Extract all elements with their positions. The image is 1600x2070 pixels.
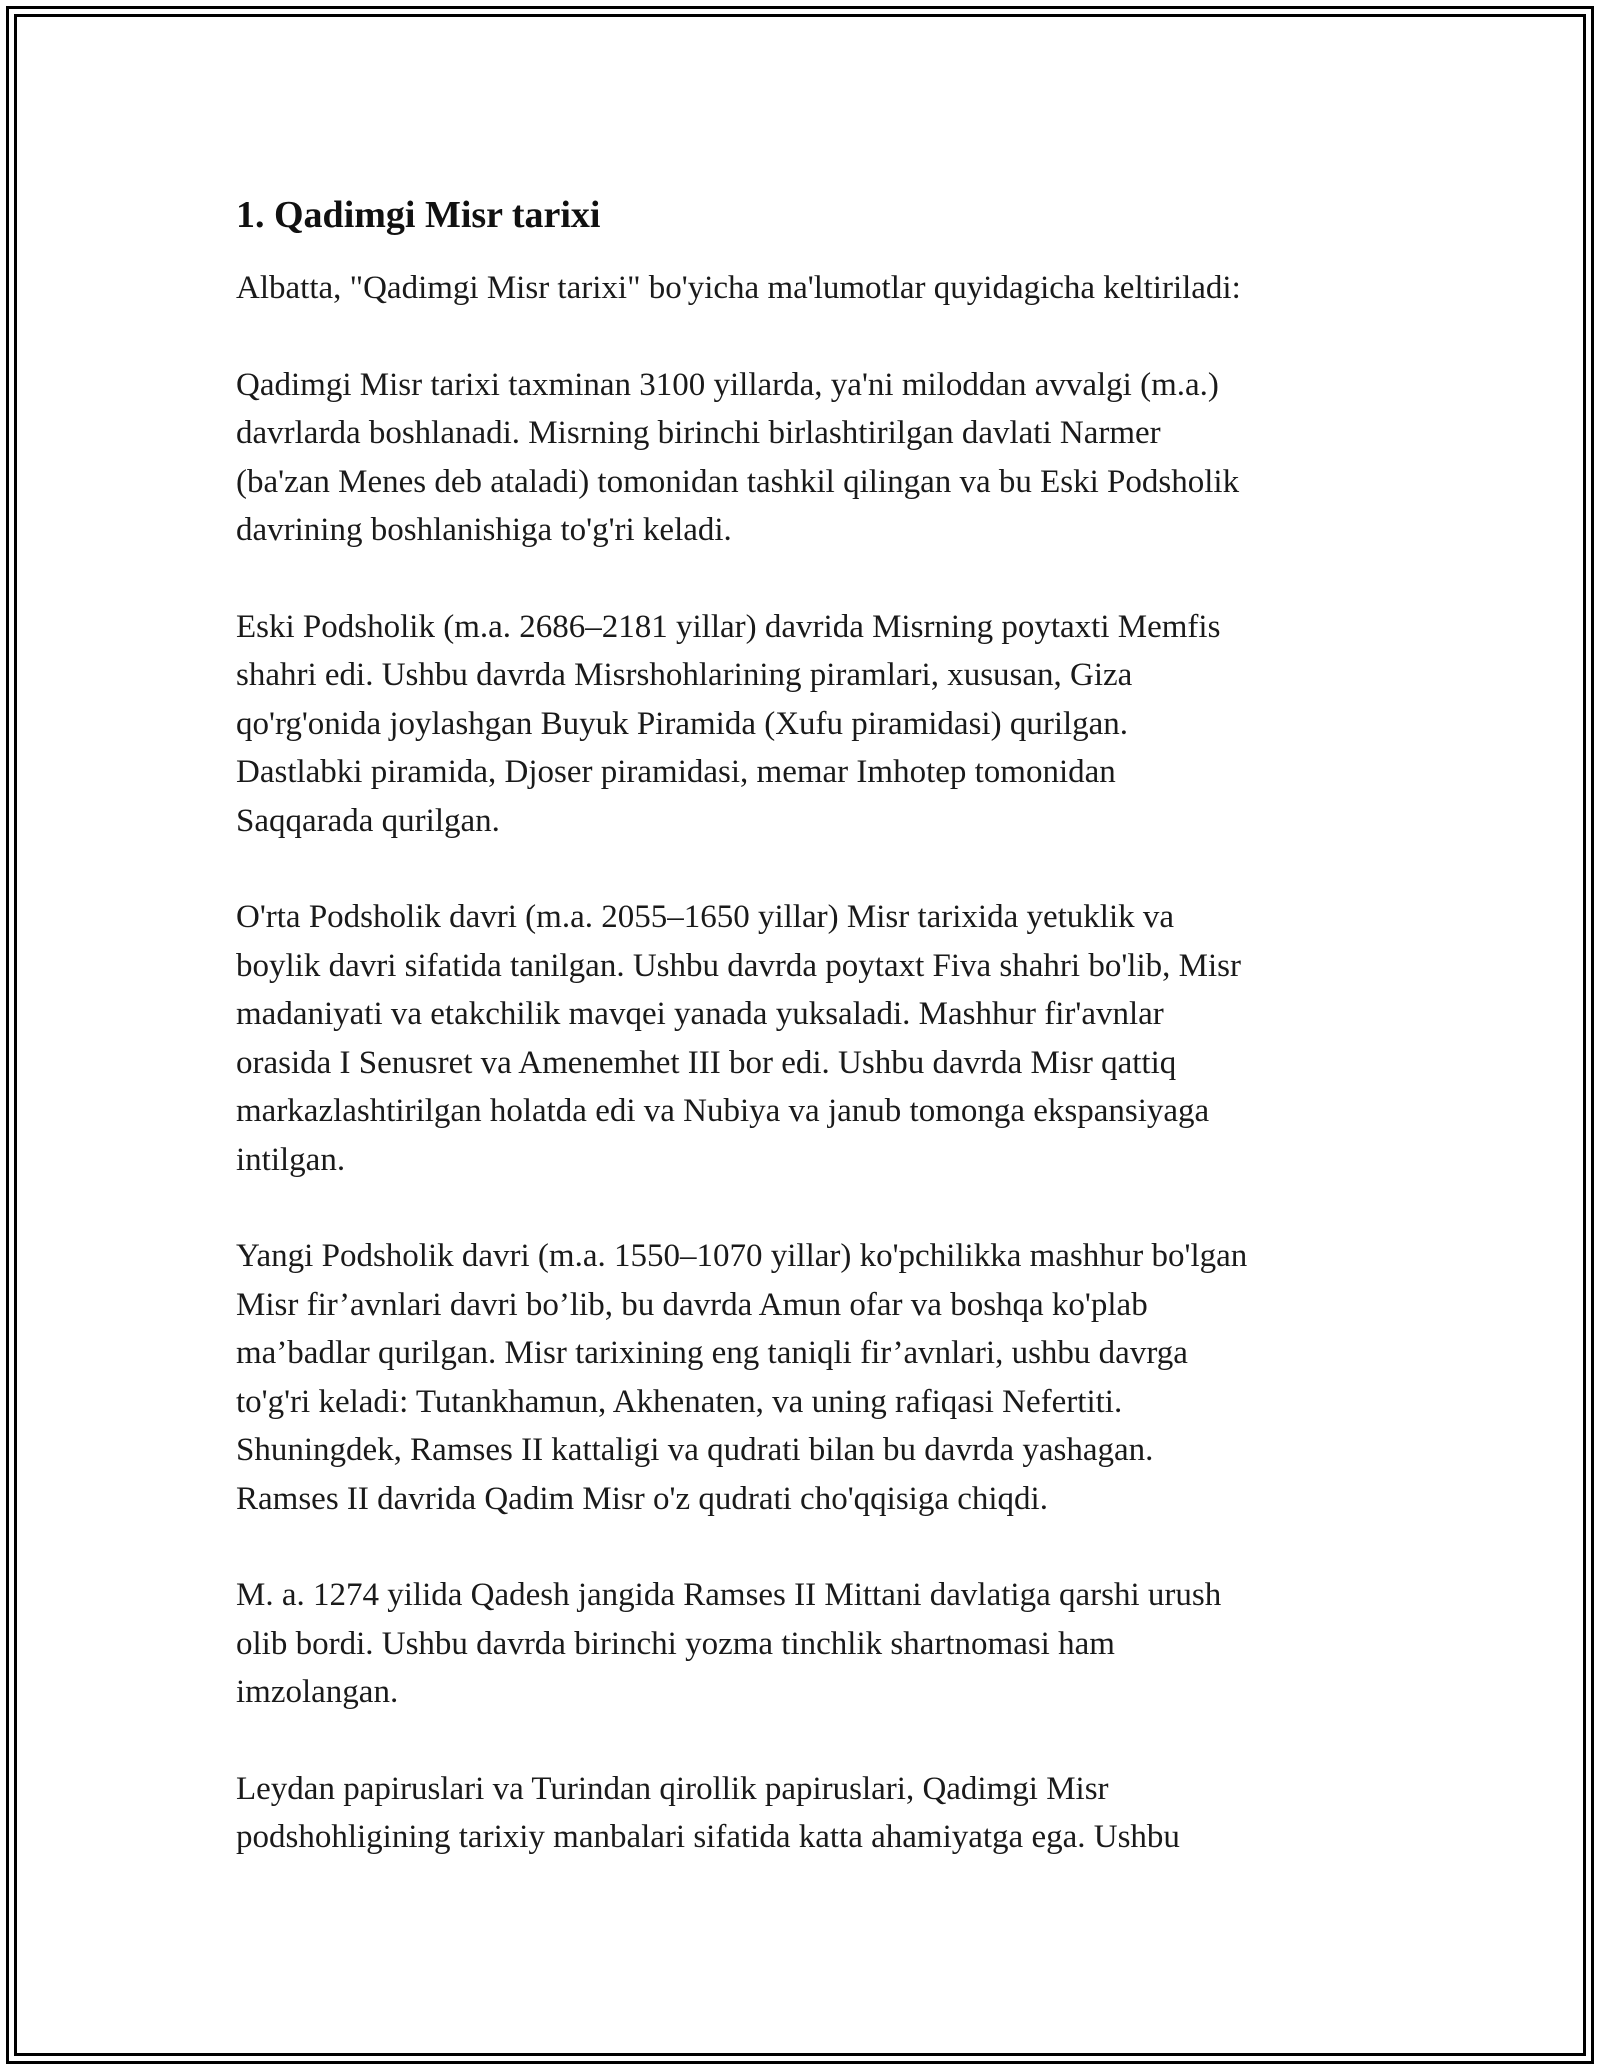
document-body <box>236 186 1376 1910</box>
text-line: boylik davri sifatida tanilgan. Ushbu davrda poytaxt Fiva shahri bo'lib, Misr <box>236 947 1241 984</box>
text-line: davrlarda boshlanadi. Misrning birinchi birlashtirilgan davlati Narmer <box>236 415 1161 451</box>
text-line: Saqqarada qurilgan. <box>236 802 500 839</box>
text-line: Leydan papiruslari va Turindan qirollik papiruslari, Qadimgi Misr <box>236 1770 1109 1807</box>
text-line: (ba'zan Menes deb ataladi) tomonidan tashkil qilingan va bu Eski Podsholik <box>236 463 1240 500</box>
text-line: davrining boshlanishiga to'g'ri keladi. <box>236 512 732 548</box>
text-line: ma’badlar qurilgan. Misr tarixining eng taniqli fir’avnlari, ushbu davrga <box>236 1335 1188 1371</box>
text-line: olib bordi. Ushbu davrda birinchi yozma tinchlik shartnomasi ham <box>236 1625 1115 1662</box>
text-line: Shuningdek, Ramses II kattaligi va qudrati bilan bu davrda yashagan. <box>236 1432 1154 1468</box>
paragraph-middle-kingdom <box>236 893 1376 1184</box>
text-line: podshohligining tarixiy manbalari sifatida katta ahamiyatga ega. Ushbu <box>236 1819 1180 1855</box>
paragraph-new-kingdom <box>236 1232 1376 1523</box>
text-line: O'rta Podsholik davri (m.a. 2055–1650 yillar) Misr tarixida yetuklik va <box>236 899 1175 935</box>
text-line: intilgan. <box>236 1141 346 1178</box>
text-line: Misr fir’avnlari davri bo’lib, bu davrda Amun ofar va boshqa ko'plab <box>236 1286 1148 1323</box>
text-line: shahri edi. Ushbu davrda Misrshohlarining piramlari, xususan, Giza <box>236 657 1133 693</box>
text-line: Ramses II davrida Qadim Misr o'z qudrati cho'qqisiga chiqdi. <box>236 1480 1048 1517</box>
paragraph-intro <box>236 264 1376 313</box>
text-line: qo'rg'onida joylashgan Buyuk Piramida (Xufu piramidasi) qurilgan. <box>236 705 1129 742</box>
text-line: Eski Podsholik (m.a. 2686–2181 yillar) davrida Misrning poytaxti Memfis <box>236 608 1221 645</box>
text-line: imzolangan. <box>236 1674 399 1710</box>
section-title: 1. Qadimgi Misr tarixi <box>236 194 601 236</box>
text-line: to'g'ri keladi: Tutankhamun, Akhenaten, va uning rafiqasi Nefertiti. <box>236 1383 1123 1420</box>
paragraph-qadesh <box>236 1571 1376 1717</box>
paragraph-old-kingdom <box>236 603 1376 846</box>
text-line: M. a. 1274 yilida Qadesh jangida Ramses II Mittani davlatiga qarshi urush <box>236 1577 1222 1613</box>
text-line: Yangi Podsholik davri (m.a. 1550–1070 yillar) ko'pchilikka mashhur bo'lgan <box>236 1238 1248 1274</box>
text-line: orasida I Senusret va Amenemhet III bor edi. Ushbu davrda Misr qattiq <box>236 1044 1177 1081</box>
text-line: Albatta, "Qadimgi Misr tarixi" bo'yicha ma'lumotlar quyidagicha keltiriladi: <box>236 270 1241 306</box>
paragraph-origins <box>236 361 1376 555</box>
paragraph-papyri <box>236 1765 1376 1862</box>
text-line: Dastlabki piramida, Djoser piramidasi, memar Imhotep tomonidan <box>236 754 1116 790</box>
text-line: markazlashtirilgan holatda edi va Nubiya va janub tomonga ekspansiyaga <box>236 1093 1210 1129</box>
text-line: madaniyati va etakchilik mavqei yanada yuksaladi. Mashhur fir'avnlar <box>236 996 1164 1032</box>
text-line: Qadimgi Misr tarixi taxminan 3100 yillarda, ya'ni miloddan avvalgi (m.a.) <box>236 366 1219 403</box>
